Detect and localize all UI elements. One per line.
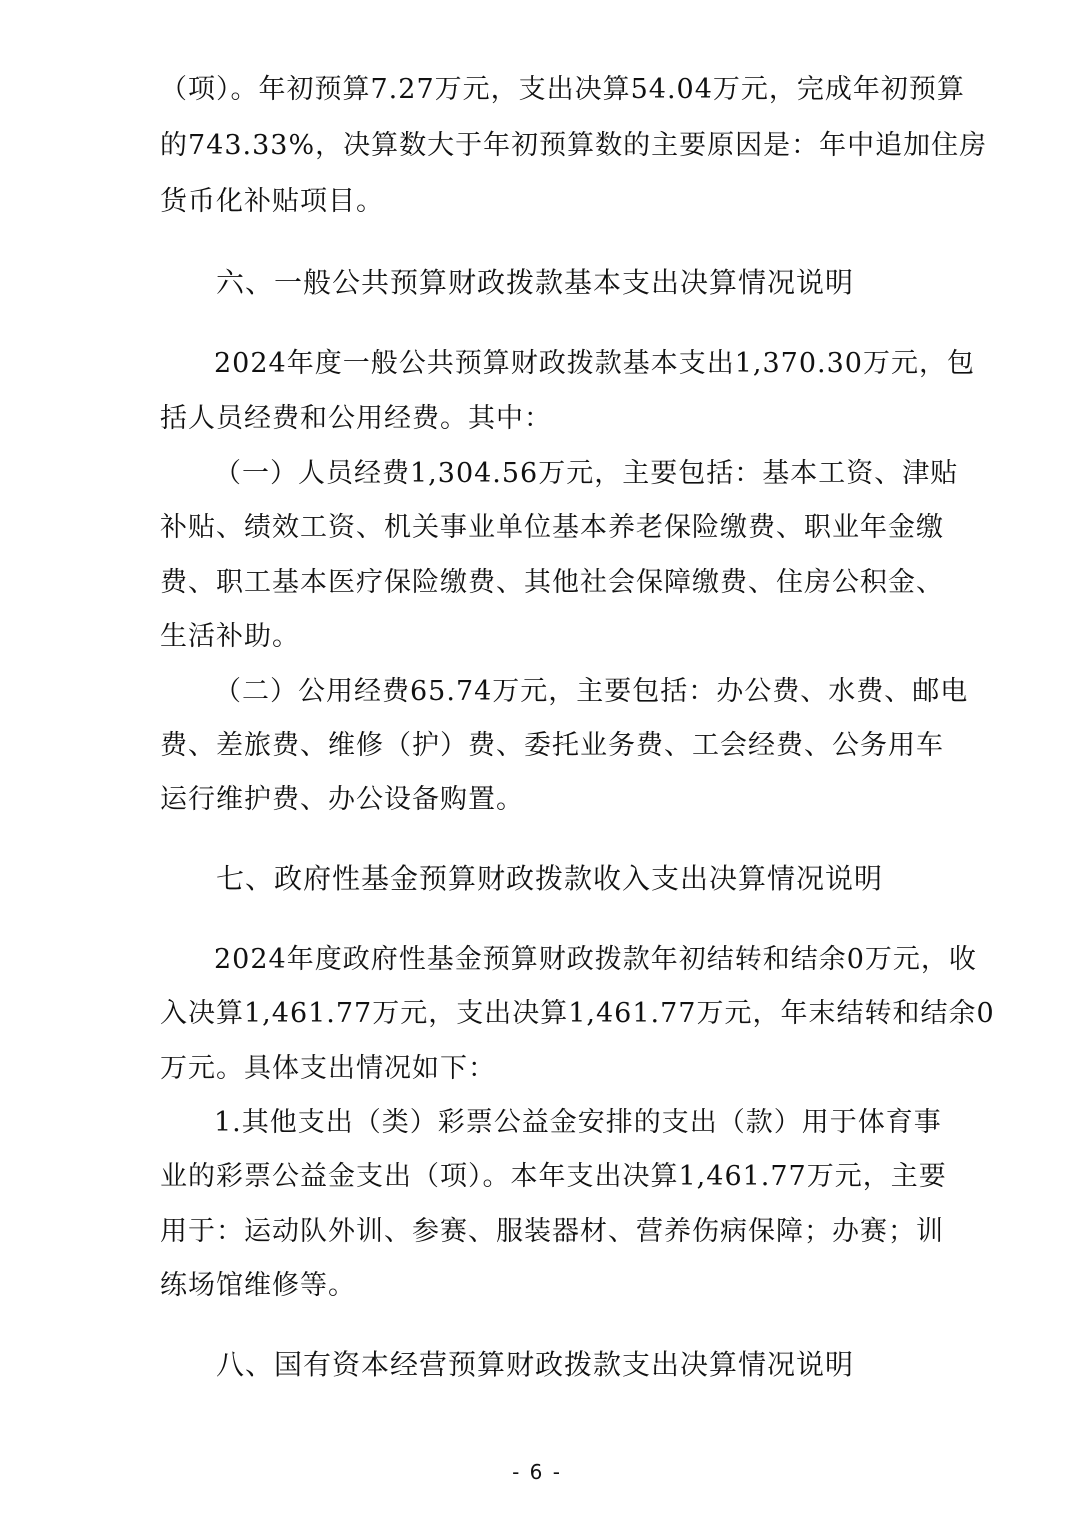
paragraph-line: 费、职工基本医疗保险缴费、其他社会保障缴费、住房公积金、 (160, 567, 944, 598)
paragraph-line: 练场馆维修等。 (160, 1270, 356, 1301)
paragraph-line: 2024年度政府性基金预算财政拨款年初结转和结余0万元，收 (214, 944, 977, 975)
paragraph-line: 1.其他支出（类）彩票公益金安排的支出（款）用于体育事 (214, 1107, 942, 1138)
paragraph-line: （一）人员经费1,304.56万元，主要包括：基本工资、津贴 (214, 458, 959, 489)
page-number: - 6 - (512, 1460, 562, 1484)
paragraph-line: （二）公用经费65.74万元，主要包括：办公费、水费、邮电 (214, 676, 969, 707)
paragraph-line: 生活补助。 (160, 621, 300, 652)
paragraph-line: 2024年度一般公共预算财政拨款基本支出1,370.30万元，包 (214, 348, 975, 379)
paragraph-line: 费、差旅费、维修（护）费、委托业务费、工会经费、公务用车 (160, 730, 944, 761)
section-heading-8: 八、国有资本经营预算财政拨款支出决算情况说明 (216, 1348, 855, 1381)
paragraph-line: 括人员经费和公用经费。其中： (160, 403, 552, 434)
paragraph-line: （项）。年初预算7.27万元，支出决算54.04万元，完成年初预算 (160, 74, 965, 105)
paragraph-line: 业的彩票公益金支出（项）。本年支出决算1,461.77万元，主要 (160, 1161, 947, 1192)
paragraph-line: 运行维护费、办公设备购置。 (160, 784, 524, 815)
paragraph-line: 入决算1,461.77万元，支出决算1,461.77万元，年末结转和结余0 (160, 998, 995, 1029)
paragraph-line: 补贴、绩效工资、机关事业单位基本养老保险缴费、职业年金缴 (160, 512, 944, 543)
section-heading-7: 七、政府性基金预算财政拨款收入支出决算情况说明 (216, 862, 884, 895)
section-heading-6: 六、一般公共预算财政拨款基本支出决算情况说明 (216, 266, 855, 299)
paragraph-line: 货币化补贴项目。 (160, 186, 384, 217)
paragraph-line: 用于：运动队外训、参赛、服装器材、营养伤病保障；办赛；训 (160, 1216, 944, 1247)
paragraph-line: 的743.33%，决算数大于年初预算数的主要原因是：年中追加住房 (160, 130, 988, 161)
paragraph-line: 万元。具体支出情况如下： (160, 1053, 496, 1084)
